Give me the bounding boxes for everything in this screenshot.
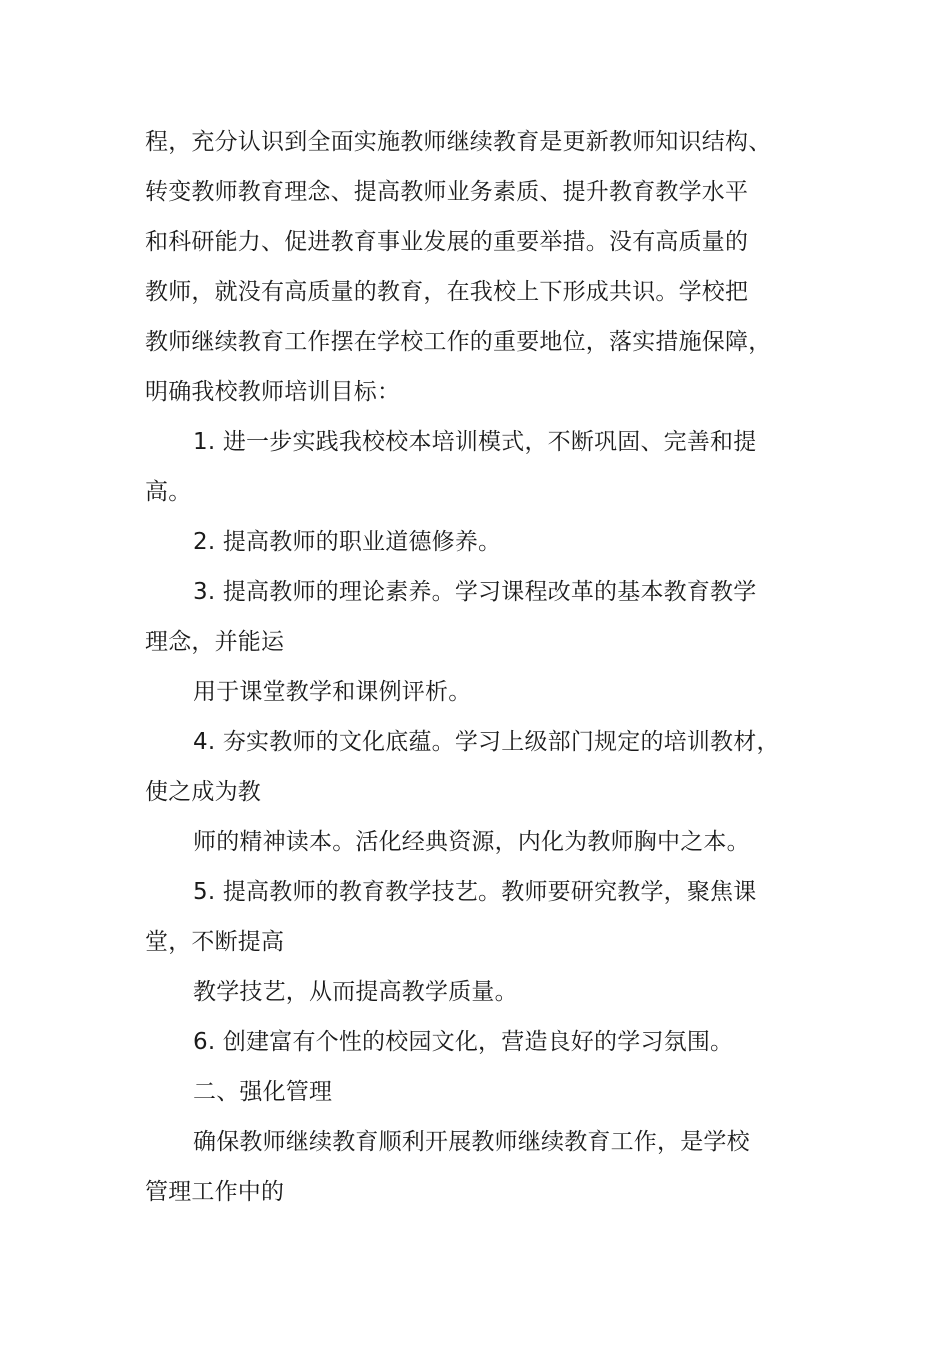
paragraph-line: 教师继续教育工作摆在学校工作的重要地位，落实措施保障， xyxy=(145,329,772,355)
list-item-4-continuation: 使之成为教 xyxy=(145,779,261,805)
paragraph-line: 转变教师教育理念、提高教师业务素质、提升教育教学水平 xyxy=(145,179,749,205)
list-item-4-continuation: 师的精神读本。活化经典资源，内化为教师胸中之本。 xyxy=(193,829,750,855)
paragraph-line: 明确我校教师培训目标： xyxy=(145,379,401,405)
list-item-3-continuation: 理念，并能运 xyxy=(145,629,285,655)
paragraph-line: 和科研能力、促进教育事业发展的重要举措。没有高质量的 xyxy=(145,229,749,255)
list-item-4: 4. 夯实教师的文化底蕴。学习上级部门规定的培训教材， xyxy=(193,729,780,755)
paragraph-line: 教师，就没有高质量的教育，在我校上下形成共识。学校把 xyxy=(145,279,749,305)
paragraph-line: 确保教师继续教育顺利开展教师继续教育工作，是学校 xyxy=(193,1129,750,1155)
list-item-5: 5. 提高教师的教育教学技艺。教师要研究教学，聚焦课 xyxy=(193,879,757,905)
list-item-5-continuation: 教学技艺，从而提高教学质量。 xyxy=(193,979,518,1005)
list-item-1: 1. 进一步实践我校校本培训模式，不断巩固、完善和提 xyxy=(193,429,757,455)
section-heading: 二、强化管理 xyxy=(193,1079,333,1105)
list-item-1-continuation: 高。 xyxy=(145,479,192,505)
list-item-6: 6. 创建富有个性的校园文化，营造良好的学习氛围。 xyxy=(193,1029,734,1055)
list-item-3-continuation: 用于课堂教学和课例评析。 xyxy=(193,679,472,705)
list-item-5-continuation: 堂，不断提高 xyxy=(145,929,285,955)
list-item-3: 3. 提高教师的理论素养。学习课程改革的基本教育教学 xyxy=(193,579,757,605)
paragraph-line: 管理工作中的 xyxy=(145,1179,285,1205)
paragraph-line: 程，充分认识到全面实施教师继续教育是更新教师知识结构、 xyxy=(145,129,772,155)
list-item-2: 2. 提高教师的职业道德修养。 xyxy=(193,529,502,555)
